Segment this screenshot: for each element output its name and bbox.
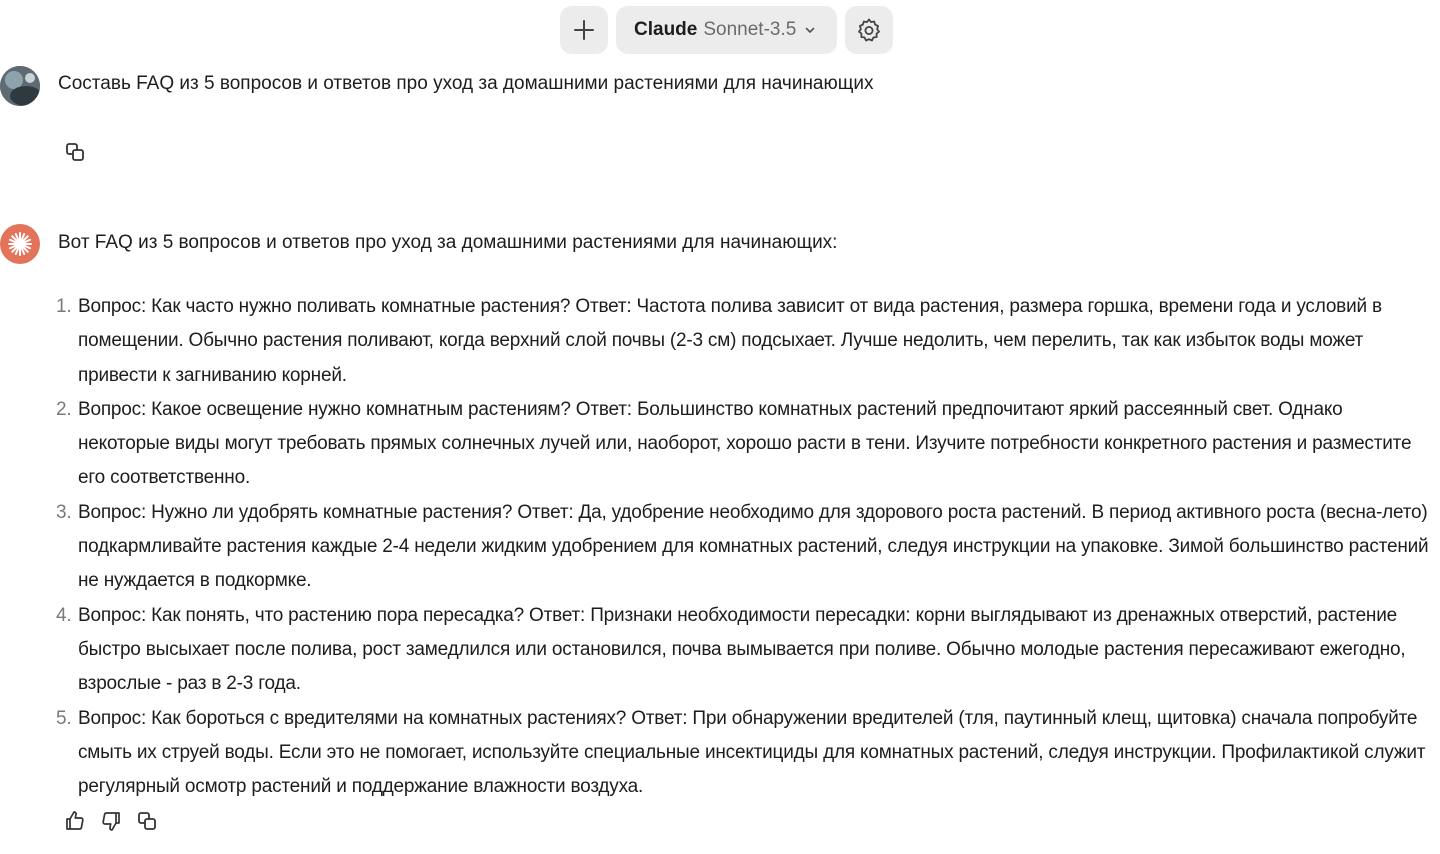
- faq-item: [56, 496, 1432, 599]
- thumbs-up-icon: [63, 809, 87, 833]
- thumbs-down-button[interactable]: [98, 808, 124, 834]
- model-name: Claude: [634, 19, 698, 40]
- faq-item-text: Вопрос: Как понять, что растению пора пересадка? Ответ: Признаки необходимости пересадки: корни выглядывают из дренажных отверстий, растение быстро высыхает после полива, рост замедлился или остановился, почва вымывается при поливе. Обычно молодые растения пересаживают ежегодно, взрослые - раз в 2-3 года.: [78, 604, 1406, 695]
- faq-item-text: Вопрос: Как бороться с вредителями на комнатных растениях? Ответ: При обнаружении вредителей (тля, паутинный клещ, щитовка) сначала попробуйте смыть их струей воды. Если это не помогает, используйте специальные инсектициды для комнатных растений, следуя инструкции. Профилактикой служит регулярный осмотр растений и поддержание влажности воздуха.: [78, 707, 1426, 798]
- user-avatar: [0, 66, 40, 106]
- faq-item: [56, 393, 1432, 496]
- chevron-down-icon: [804, 24, 816, 36]
- thumbs-down-icon: [99, 809, 123, 833]
- faq-item: [56, 599, 1432, 702]
- copy-icon: [136, 810, 158, 832]
- new-chat-button[interactable]: [560, 6, 608, 54]
- message-actions: [62, 808, 160, 834]
- claude-logo-icon: [6, 230, 34, 258]
- faq-list: [56, 290, 1432, 804]
- faq-item-text: Вопрос: Как часто нужно поливать комнатные растения? Ответ: Частота полива зависит от вида растения, размера горшка, времени года и условий в помещении. Обычно растения поливают, когда верхний слой почвы (2-3 см) подсыхает. Лучше недолить, чем перелить, так как избыток воды может привести к загниванию корней.: [78, 296, 1382, 386]
- top-toolbar: [560, 6, 893, 54]
- thumbs-up-button[interactable]: [62, 808, 88, 834]
- faq-item-number: 4.: [56, 604, 72, 626]
- faq-item-number: 2.: [56, 398, 72, 420]
- assistant-avatar: [0, 224, 40, 264]
- model-version: Sonnet-3.5: [703, 19, 797, 40]
- faq-item: [56, 290, 1432, 393]
- faq-item-number: 1.: [56, 296, 72, 317]
- user-message-text: Составь FAQ из 5 вопросов и ответов про уход за домашними растениями для начинающих: [58, 73, 874, 94]
- copy-icon: [64, 141, 86, 163]
- assistant-intro-text: Вот FAQ из 5 вопросов и ответов про уход за домашними растениями для начинающих:: [58, 232, 838, 253]
- plus-icon: [572, 18, 596, 42]
- faq-item-text: Вопрос: Какое освещение нужно комнатным растениям? Ответ: Большинство комнатных растений предпочитают яркий рассеянный свет. Однако некоторые виды могут требовать прямых солнечных лучей или, наоборот, хорошо расти в тени. Изучите потребности конкретного растения и разместите его соответственно.: [78, 398, 1412, 489]
- faq-item-number: 3.: [56, 501, 72, 523]
- settings-button[interactable]: [845, 6, 893, 54]
- copy-user-message-button[interactable]: [62, 139, 88, 165]
- gear-icon: [855, 16, 883, 44]
- faq-item-text: Вопрос: Нужно ли удобрять комнатные растения? Ответ: Да, удобрение необходимо для здорового роста растений. В период активного роста (весна-лето) подкармливайте растения каждые 2-4 недели жидким удобрением для комнатных растений, следуя инструкции на упаковке. Зимой большинство растений не нуждается в подкормке.: [78, 501, 1429, 592]
- copy-response-button[interactable]: [134, 808, 160, 834]
- faq-item-number: 5.: [56, 707, 72, 729]
- faq-item: [56, 702, 1432, 805]
- model-selector[interactable]: [616, 6, 837, 54]
